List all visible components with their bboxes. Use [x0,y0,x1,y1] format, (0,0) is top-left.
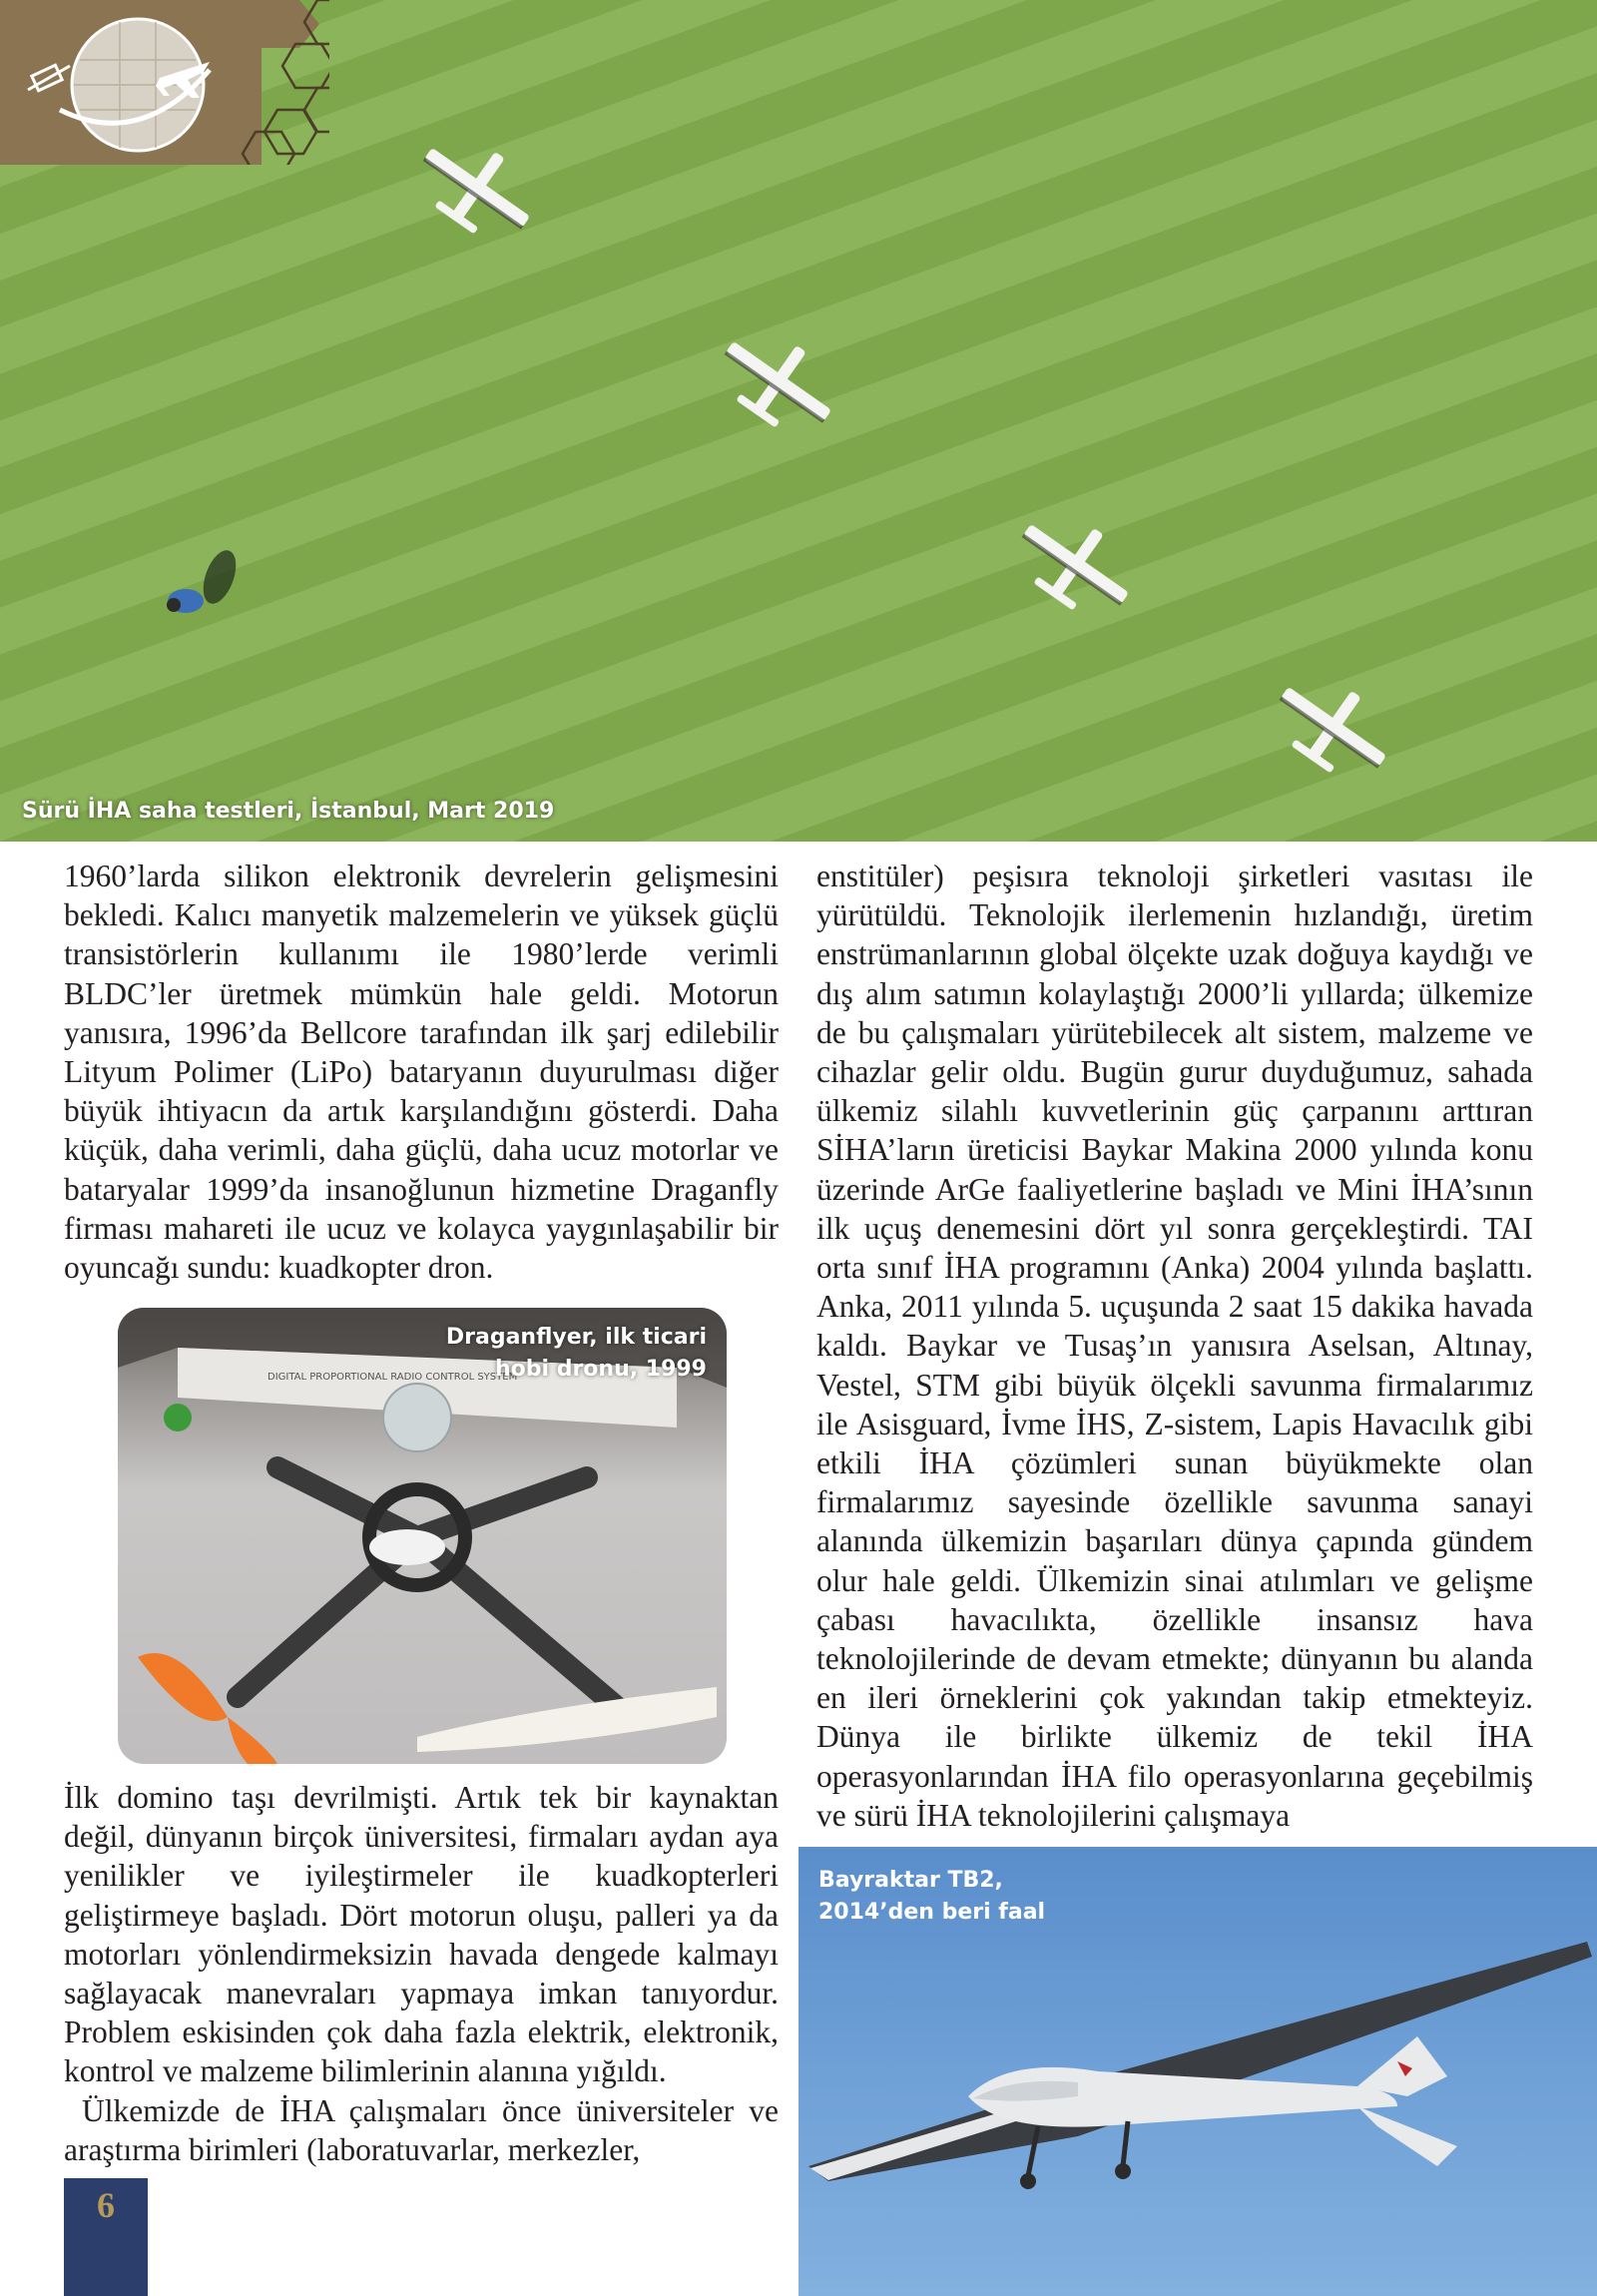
drone-caption-line2: hobi dronu, 1999 [494,1357,707,1382]
uav-4 [1262,660,1405,794]
paragraph: enstitüler) peşisıra teknoloji şirketleri vasıtası ile yürütüldü. Teknolojik ilerlemenin hızlandığı, üretim enstrümanlarının global ölçekte uzak doğuya kaydığı ve dış alım satımın kolaylaştığı 2000’li yıllarda; ülkemize de bu çalışmaları yürütebilecek alt sistem, malzeme ve cihazlar gelir oldu. Bugün gurur duyduğumuz, sahada ülkemiz silahlı kuvvetlerinin güç çarpanını arttıran SİHA’ların üreticisi Baykar Makina 2000 yılında konu üzerinde ArGe faaliyetlerine başladı ve Mini İHA’sının ilk uçuş denemesini dört yıl sonra gerçekleştirdi. TAI orta sınıf İHA programını (Anka) 2004 yılında başlattı. Anka, 2011 yılında 5. uçuşunda 2 saat 15 dakika havada kaldı. Baykar ve Tusaş’ın yanısıra Aselsan, Altınay, Vestel, STM gibi büyük ölçekli savunma firmalarımız ile Asisguard, İvme İHS, Z-sistem, Lapis Havacılık gibi etkili İHA çözümleri sunan büyükmekte olan firmalarımız sayesinde özellikle savunma sanayi alanında ülkemizin başarıları dünya çapında gündem olur hale geldi. Ülkemizin sinai atılımları ve gelişme çabası havacılıkta, özellikle insansız hava teknolojilerinde de devam etmekte; dünyanın bu alanda en ileri örneklerini çok yakından takip etmekteyiz. Dünya ile birlikte ülkemiz de tekil İHA operasyonlarından İHA filo operasyonlarına geçebilmiş ve sürü İHA teknolojilerini çalışmaya [816,859,1533,1833]
uav-1 [405,121,549,255]
uav-3 [1004,497,1148,631]
uav-2 [707,314,850,448]
person-figure [167,546,243,613]
left-column-bottom-text [64,1778,779,2169]
tb2-photo-caption [818,1865,1045,1929]
left-column-top-text [64,857,779,1287]
drone-photo-caption [446,1322,707,1386]
paragraph: İlk domino taşı devrilmişti. Artık tek bir kaynaktan değil, dünyanın birçok üniversitesi, firmaları aydan aya yenilikler ve iyileştirmeler ile kuadkopterleri geliştirmeye başladı. Dört motorun oluşu, palleri ya da motorları yönlendirmeksizin havada dengede kalmayı sağlayacak manevraları yapmaya imkan tanıyordur. Problem eskisinden çok daha fazla elektrik, elektronik, kontrol ve malzeme bilimlerinin alanına yığıldı. [64,1780,779,2089]
tb2-caption-line1: Bayraktar TB2, [818,1868,1003,1893]
paragraph: Ülkemizde de İHA çalışmaları önce üniversiteler ve araştırma birimleri (laboratuvarlar, merkezler, [64,2092,779,2167]
tb2-caption-line2: 2014’den beri faal [818,1900,1046,1925]
hero-caption: Sürü İHA saha testleri, İstanbul, Mart 2019 [22,799,555,824]
paragraph: 1960’larda silikon elektronik devrelerin gelişmesini bekledi. Kalıcı manyetik malzemelerin ve yüksek güçlü transistörlerin kullanımı ile 1980’lerde verimli BLDC’ler üretmek mümkün hale geldi. Motorun yanısıra, 1996’da Bellcore tarafından ilk şarj edilebilir Lityum Polimer (LiPo) bataryanın duyurulması diğer büyük ihtiyacın da artık karşılandığını gösterdi. Daha küçük, daha verimli, daha güçlü, daha ucuz motorlar ve bataryalar 1999’da insanoğlunun hizmetine Draganfly firması mahareti ile ucuz ve kolayca yaygınlaşabilir bir oyuncağı sundu: kuadkopter dron. [64,859,779,1286]
draganflyer-photo [118,1308,727,1764]
globe-airplane-logo [0,0,329,165]
svg-text:DIGITAL PROPORTIONAL RADIO CON: DIGITAL PROPORTIONAL RADIO CONTROL SYSTEM [267,1372,518,1383]
page-number: 6 [97,2185,115,2225]
right-column-text [816,857,1533,1835]
bayraktar-tb2-photo [798,1847,1597,2296]
drone-caption-line1: Draganflyer, ilk ticari [445,1325,707,1350]
page-number-tab [64,2178,148,2296]
